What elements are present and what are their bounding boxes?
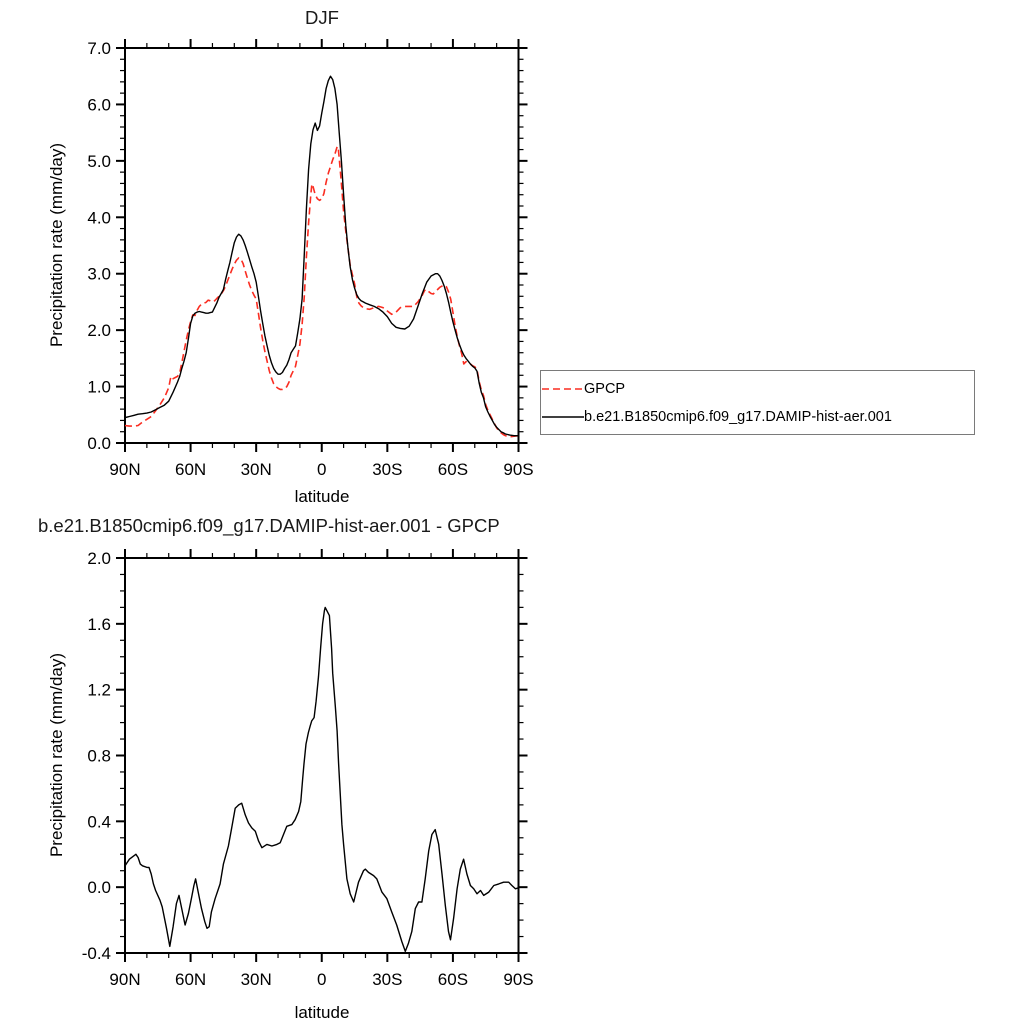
legend-label-gpcp: GPCP [584, 380, 626, 397]
series-line-gpcp [125, 147, 519, 437]
y-tick-label: 5.0 [87, 151, 111, 171]
y-tick-label: 0.8 [87, 746, 111, 766]
x-tick-label: 60S [437, 460, 469, 479]
y-tick-label: 1.6 [87, 614, 111, 634]
x-tick-label: 30N [240, 970, 272, 989]
x-tick-label: 0 [317, 970, 327, 989]
series-line-model [125, 76, 519, 436]
legend-box [540, 370, 975, 435]
y-tick-label: 0.0 [87, 434, 111, 453]
y-tick-label: 1.0 [87, 377, 111, 397]
diff-y-axis-label: Precipitation rate (mm/day) [47, 652, 66, 858]
series-line-difference [125, 607, 518, 951]
x-tick-label: 90N [109, 970, 141, 989]
x-tick-label: 30S [372, 970, 403, 989]
y-tick-label: 6.0 [87, 95, 111, 115]
x-tick-label: 90N [109, 460, 141, 479]
y-tick-label: 3.0 [87, 264, 111, 284]
diff-chart [82, 549, 534, 989]
djf-y-axis-label: Precipitation rate (mm/day) [47, 142, 66, 348]
legend-label-model: b.e21.B1850cmip6.f09_g17.DAMIP-hist-aer.001 [584, 408, 892, 425]
plot-box [125, 48, 519, 443]
x-tick-label: 60N [174, 970, 207, 989]
x-tick-label: 30N [240, 460, 272, 479]
y-tick-label: 4.0 [87, 208, 111, 228]
diff-chart-title: b.e21.B1850cmip6.f09_g17.DAMIP-hist-aer.001 - GPCP [38, 515, 500, 536]
diff-x-axis-label: latitude [294, 1003, 350, 1022]
x-tick-label: 30S [372, 460, 403, 479]
djf-x-axis-label: latitude [294, 487, 350, 506]
x-tick-label: 0 [317, 460, 327, 479]
y-tick-label: 0.0 [87, 878, 111, 898]
y-tick-label: 2.0 [87, 321, 111, 341]
x-tick-label: 60N [174, 460, 207, 479]
legend-entry-model [541, 403, 974, 431]
model-solid-line-swatch [541, 412, 584, 422]
x-tick-label: 90S [503, 970, 534, 989]
x-tick-label: 90S [503, 460, 534, 479]
y-tick-label: 0.4 [87, 812, 111, 832]
djf-chart [87, 39, 533, 479]
y-tick-label: 1.2 [87, 680, 111, 700]
legend-entry-gpcp [541, 375, 974, 403]
gpcp-dashed-line-swatch [541, 384, 584, 394]
y-tick-label: 2.0 [87, 549, 111, 568]
djf-chart-title: DJF [305, 7, 339, 28]
y-tick-label: -0.4 [81, 944, 111, 963]
x-tick-label: 60S [437, 970, 469, 989]
y-tick-label: 7.0 [87, 39, 111, 58]
plot-box [125, 558, 519, 953]
